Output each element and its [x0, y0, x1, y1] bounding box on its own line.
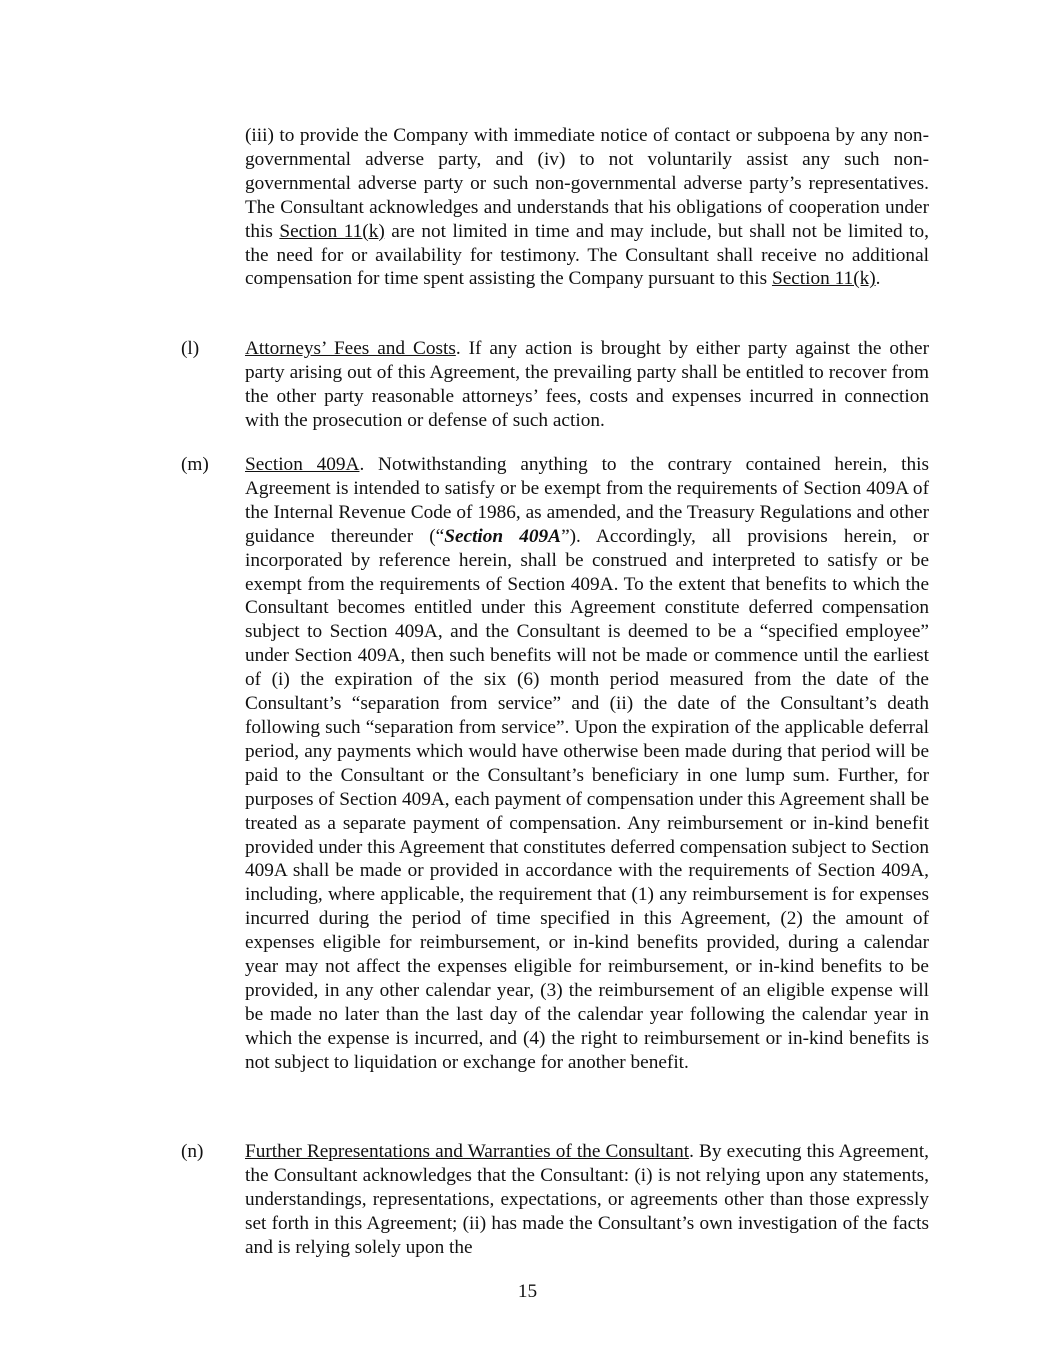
section-heading: Attorneys’ Fees and Costs	[245, 338, 456, 359]
continuation-paragraph: (iii) to provide the Company with immediate notice of contact or subpoena by any non-governmental adverse party, and (iv) to not voluntarily assist any such non-governmental adverse party or such non-governmental adverse party’s representatives. The Consultant acknowledges and understands that his obligations of cooperation under this Section 11(k) are not limited in time and may include, but shall not be limited to, the need for or availability for testimony. The Consultant shall receive no additional compensation for time spent assisting the Company pursuant to this Section 11(k).	[245, 125, 929, 290]
section-label: (n)	[181, 1141, 204, 1162]
section-paragraph-n: Further Representations and Warranties of the Consultant. By executing this Agreement, the Consultant acknowledges that the Consultant: (i) is not relying upon any statements, understandings, representations, expectations, or agreements other than those expressly set forth in this Agreement; (ii) has made the Consultant’s own investigation of the facts and is relying solely upon the	[245, 1141, 930, 1258]
defined-term: Section 409A	[444, 525, 562, 547]
section-paragraph-m: Section 409A. Notwithstanding anything to the contrary contained herein, this Agreement is intended to satisfy or be exempt from the requirements of Section 409A of the Internal Revenue Code of 1986, as amended, and the Treasury Regulations and other guidance thereunder (“Section 409A”). Accordingly, all provisions herein, or incorporated by reference herein, shall be construed and interpreted to satisfy or be exempt from the requirements of Section 409A. To the extent that benefits to which the Consultant becomes entitled under this Agreement constitute deferred compensation subject to Section 409A, and the Consultant is deemed to be a “specified employee” under Section 409A, then such benefits will not be made or commence until the earliest of (i) the expiration of the six (6) month period measured from the date of the Consultant’s “separation from service” and (ii) the date of the Consultant’s death following such “separation from service”. Upon the expiration of the applicable deferral period, any payments which would have otherwise been made during that period will be paid to the Consultant or the Consultant’s beneficiary in one lump sum. Further, for purposes of Section 409A, each payment of compensation under this Agreement shall be treated as a separate payment of compensation. Any reimbursement or in-kind benefit provided under this Agreement that constitutes deferred compensation subject to Section 409A shall be made or provided in accordance with the requirements of Section 409A, including, where applicable, the requirement that (1) any reimbursement is for expenses incurred during the period of time specified in this Agreement, (2) the amount of expenses eligible for reimbursement, or in-kind benefits provided, during a calendar year may not affect the expenses eligible for reimbursement, or in-kind benefits to be provided, in any other calendar year, (3) the reimbursement of an eligible expense will be made no later than the last day of the calendar year following the calendar year in which the expense is incurred, and (4) the right to reimbursement or in-kind benefits is not subject to liquidation or exchange for another benefit.	[245, 454, 929, 1073]
section-label: (m)	[181, 454, 209, 475]
section-paragraph-l: Attorneys’ Fees and Costs. If any action is brought by either party against the other party arising out of this Agreement, the prevailing party shall be entitled to recover from the other party reasonable attorneys’ fees, costs and expenses incurred in connection with the prosecution or defense of such action.	[245, 338, 929, 431]
page-number: 15	[517, 1281, 538, 1302]
section-reference: Section 11(k)	[279, 220, 385, 242]
section-heading: Section 409A	[245, 454, 360, 475]
section-reference: Section 11(k)	[771, 268, 876, 290]
section-heading: Further Representations and Warranties of the Consultant	[245, 1141, 690, 1162]
section-label: (l)	[181, 338, 200, 359]
